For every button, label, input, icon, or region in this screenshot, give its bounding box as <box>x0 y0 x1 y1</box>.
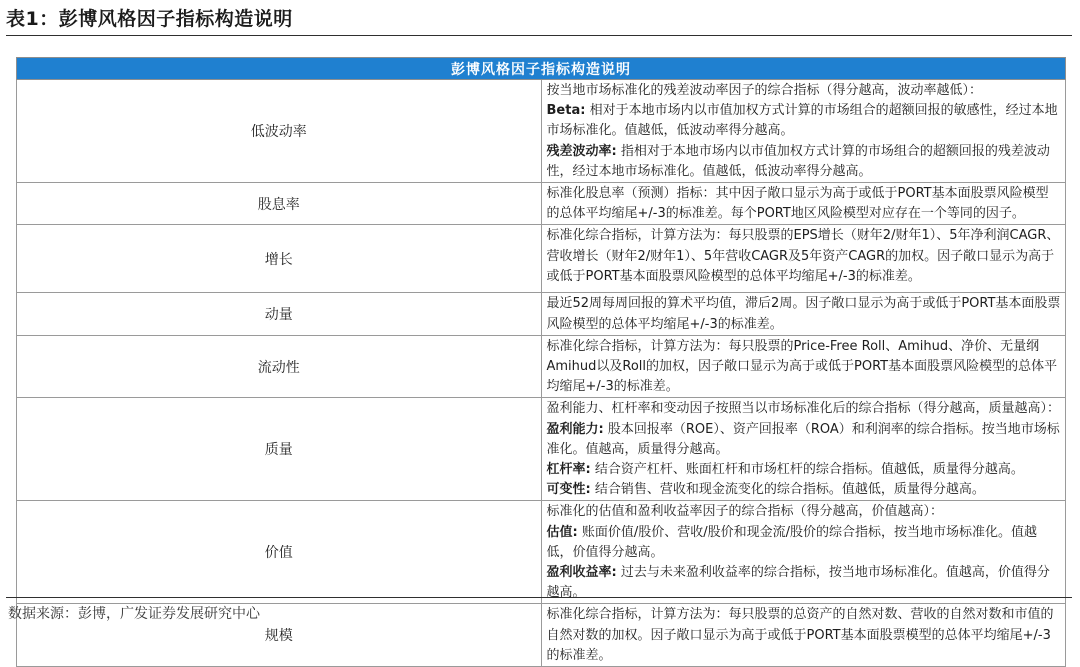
description-line <box>547 460 1062 480</box>
description-text: 指相对于本地市场内以市值加权方式计算的市场组合的超额回报的残差波动性，经过本地市场标准化。值越低，低波动率得分越高。 <box>546 143 1050 179</box>
sub-factor-term: 盈利能力: <box>546 421 604 437</box>
description-line <box>547 226 1062 287</box>
factor-name: 股息率 <box>17 183 542 225</box>
table-caption: 表1：彭博风格因子指标构造说明 <box>6 8 293 30</box>
description-text: 股本回报率（ROE）、资产回报率（ROA）和利润率的综合指标。按当地市场标准化。值越高，质量得分越高。 <box>546 421 1060 457</box>
sub-factor-term: 估值: <box>546 524 578 540</box>
description-text: 标准化综合指标，计算方法为：每只股票的EPS增长（财年2/财年1）、5年净利润CAGR、营收增长（财年2/财年1）、5年营收CAGR及5年资产CAGR的加权。因子敞口显示为高于或低于PORT基本面股票风险模型的总体平均缩尾+/-3的标准差。 <box>546 228 1060 284</box>
description-text: 结合资产杠杆、账面杠杆和市场杠杆的综合指标。值越低，质量得分越高。 <box>594 462 1024 478</box>
table-title: 彭博风格因子指标构造说明 <box>17 58 1066 80</box>
sub-factor-term: Beta: <box>546 103 586 119</box>
table-body <box>17 80 1066 667</box>
sub-factor-term: 可变性: <box>546 482 591 498</box>
description-line <box>547 523 1062 563</box>
table-row <box>17 293 1066 335</box>
description-text: 标准化股息率（预测）指标：其中因子敞口显示为高于或低于PORT基本面股票风险模型的总体平均缩尾+/-3的标准差。每个PORT地区风险模型对应存在一个等同的因子。 <box>546 186 1049 222</box>
description-text: 过去与未来盈利收益率的综合指标，按当地市场标准化。值越高，价值得分越高。 <box>546 565 1050 601</box>
factor-description <box>541 293 1066 335</box>
factor-description <box>541 501 1066 604</box>
factor-description <box>541 183 1066 225</box>
description-text: 标准化综合指标，计算方法为：每只股票的Price-Free Roll、Amihud、净价、无量纲Amihud以及Roll的加权，因子敞口显示为高于或低于PORT基本面股票风险模型的总体平均缩尾+/-3的标准差。 <box>546 338 1058 395</box>
factor-description <box>541 604 1066 667</box>
factor-name: 动量 <box>17 293 542 335</box>
factor-name: 低波动率 <box>17 80 542 183</box>
factor-description <box>541 225 1066 293</box>
factor-table-container <box>16 57 1066 667</box>
description-line <box>547 294 1062 334</box>
description-text: 按当地市场标准化的残差波动率因子的综合指标（得分越高，波动率越低）： <box>546 83 983 98</box>
footer-divider <box>6 597 1072 598</box>
table-row <box>17 225 1066 293</box>
sub-factor-term: 盈利收益率: <box>546 565 617 581</box>
table-row <box>17 335 1066 398</box>
description-line <box>547 337 1062 398</box>
description-line <box>547 101 1062 141</box>
factor-table <box>16 57 1066 667</box>
factor-name: 流动性 <box>17 335 542 398</box>
description-text: 账面价值/股价、营收/股价和现金流/股价的综合指标，按当地市场标准化。值越低，价值得分越高。 <box>546 524 1037 560</box>
description-text: 结合销售、营收和现金流变化的综合指标。值越低，质量得分越高。 <box>594 482 985 498</box>
description-line <box>547 605 1062 666</box>
description-line <box>547 480 1062 500</box>
data-source: 数据来源：彭博，广发证券发展研究中心 <box>8 606 260 622</box>
description-line <box>547 420 1062 460</box>
factor-name: 价值 <box>17 501 542 604</box>
description-text: 标准化的估值和盈利收益率因子的综合指标（得分越高，价值越高）： <box>546 504 944 520</box>
description-line <box>547 184 1062 224</box>
factor-description <box>541 398 1066 501</box>
table-row <box>17 501 1066 604</box>
description-text: 盈利能力、杠杆率和变动因子按照当以市场标准化后的综合指标（得分越高，质量越高）： <box>546 401 1061 417</box>
description-line <box>547 81 1062 101</box>
sub-factor-term: 杠杆率: <box>546 462 591 478</box>
factor-name: 增长 <box>17 225 542 293</box>
description-text: 标准化综合指标，计算方法为：每只股票的总资产的自然对数、营收的自然对数和市值的自然对数的加权。因子敞口显示为高于或低于PORT基本面股票模型的总体平均缩尾+/-3的标准差。 <box>546 607 1054 663</box>
description-text: 最近52周每周回报的算术平均值，滞后2周。因子敞口显示为高于或低于PORT基本面股票风险模型的总体平均缩尾+/-3的标准差。 <box>546 296 1061 332</box>
table-row <box>17 80 1066 183</box>
table-row <box>17 183 1066 225</box>
description-line <box>547 502 1062 522</box>
factor-description <box>541 80 1066 183</box>
sub-factor-term: 残差波动率: <box>546 143 617 159</box>
factor-name: 质量 <box>17 398 542 501</box>
description-line <box>547 399 1062 419</box>
table-row <box>17 398 1066 501</box>
description-line <box>547 142 1062 182</box>
description-text: 相对于本地市场内以市值加权方式计算的市场组合的超额回报的敏感性，经过本地市场标准化。值越低，低波动率得分越高。 <box>546 103 1058 139</box>
factor-description <box>541 335 1066 398</box>
caption-divider <box>6 35 1072 36</box>
factor-name: 规模 <box>17 604 542 667</box>
